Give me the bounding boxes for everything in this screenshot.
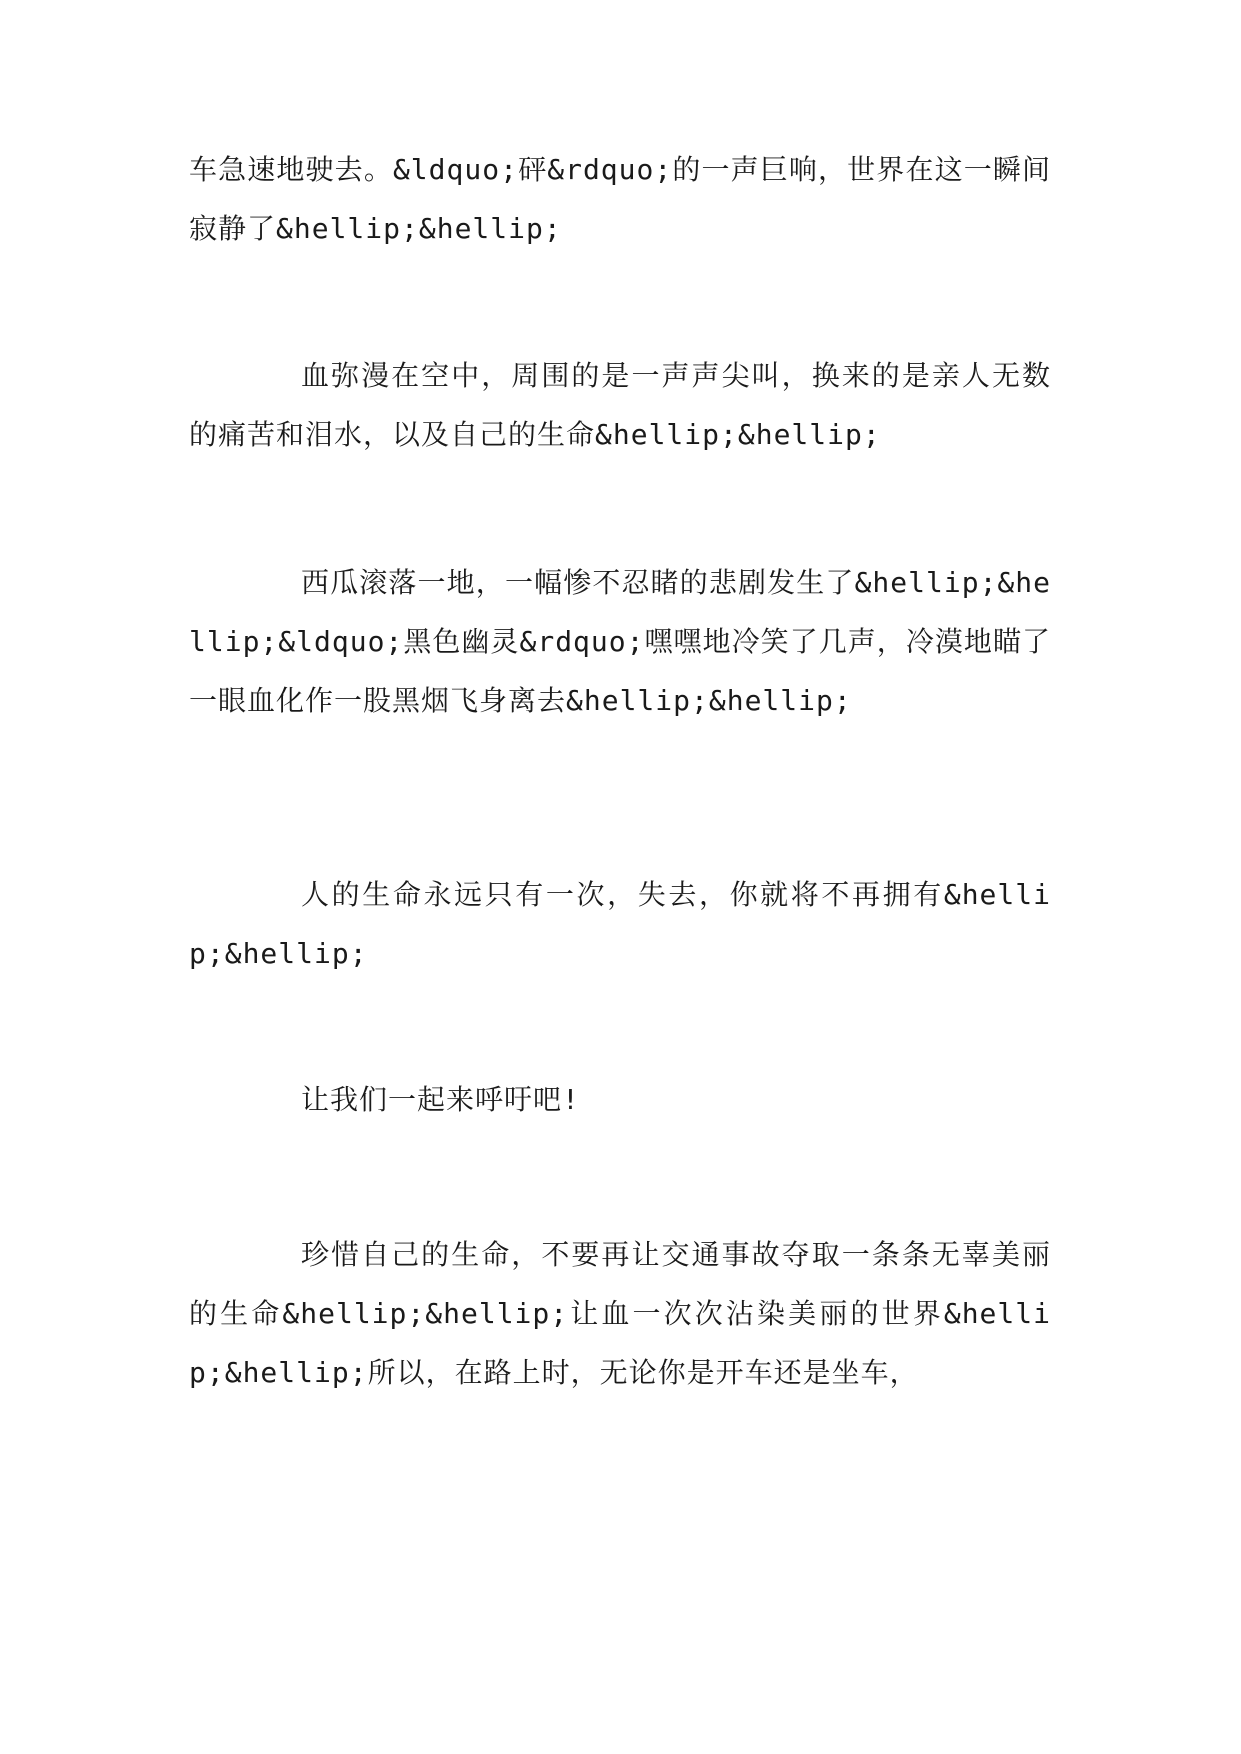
paragraph-4: 人的生命永远只有一次，失去，你就将不再拥有&hellip;&hellip; [189,878,1051,970]
paragraph-3: 西瓜滚落一地，一幅惨不忍睹的悲剧发生了&hellip;&hellip;&ldquo;黑色幽灵&rdquo;嘿嘿地冷笑了几声，冷漠地瞄了一眼血化作一股黑烟飞身离去&hellip;&hellip; [189,566,1051,717]
paragraph-5: 让我们一起来呼吁吧! [301,1083,580,1116]
paragraph-1: 车急速地驶去。&ldquo;砰&rdquo;的一声巨响，世界在这一瞬间寂静了&hellip;&hellip; [189,153,1051,245]
paragraph-2: 血弥漫在空中，周围的是一声声尖叫，换来的是亲人无数的痛苦和泪水，以及自己的生命&hellip;&hellip; [189,359,1051,451]
paragraph-6: 珍惜自己的生命，不要再让交通事故夺取一条条无辜美丽的生命&hellip;&hellip;让血一次次沾染美丽的世界&hellip;&hellip;所以，在路上时，无论你是开车还是坐车， [189,1238,1051,1389]
